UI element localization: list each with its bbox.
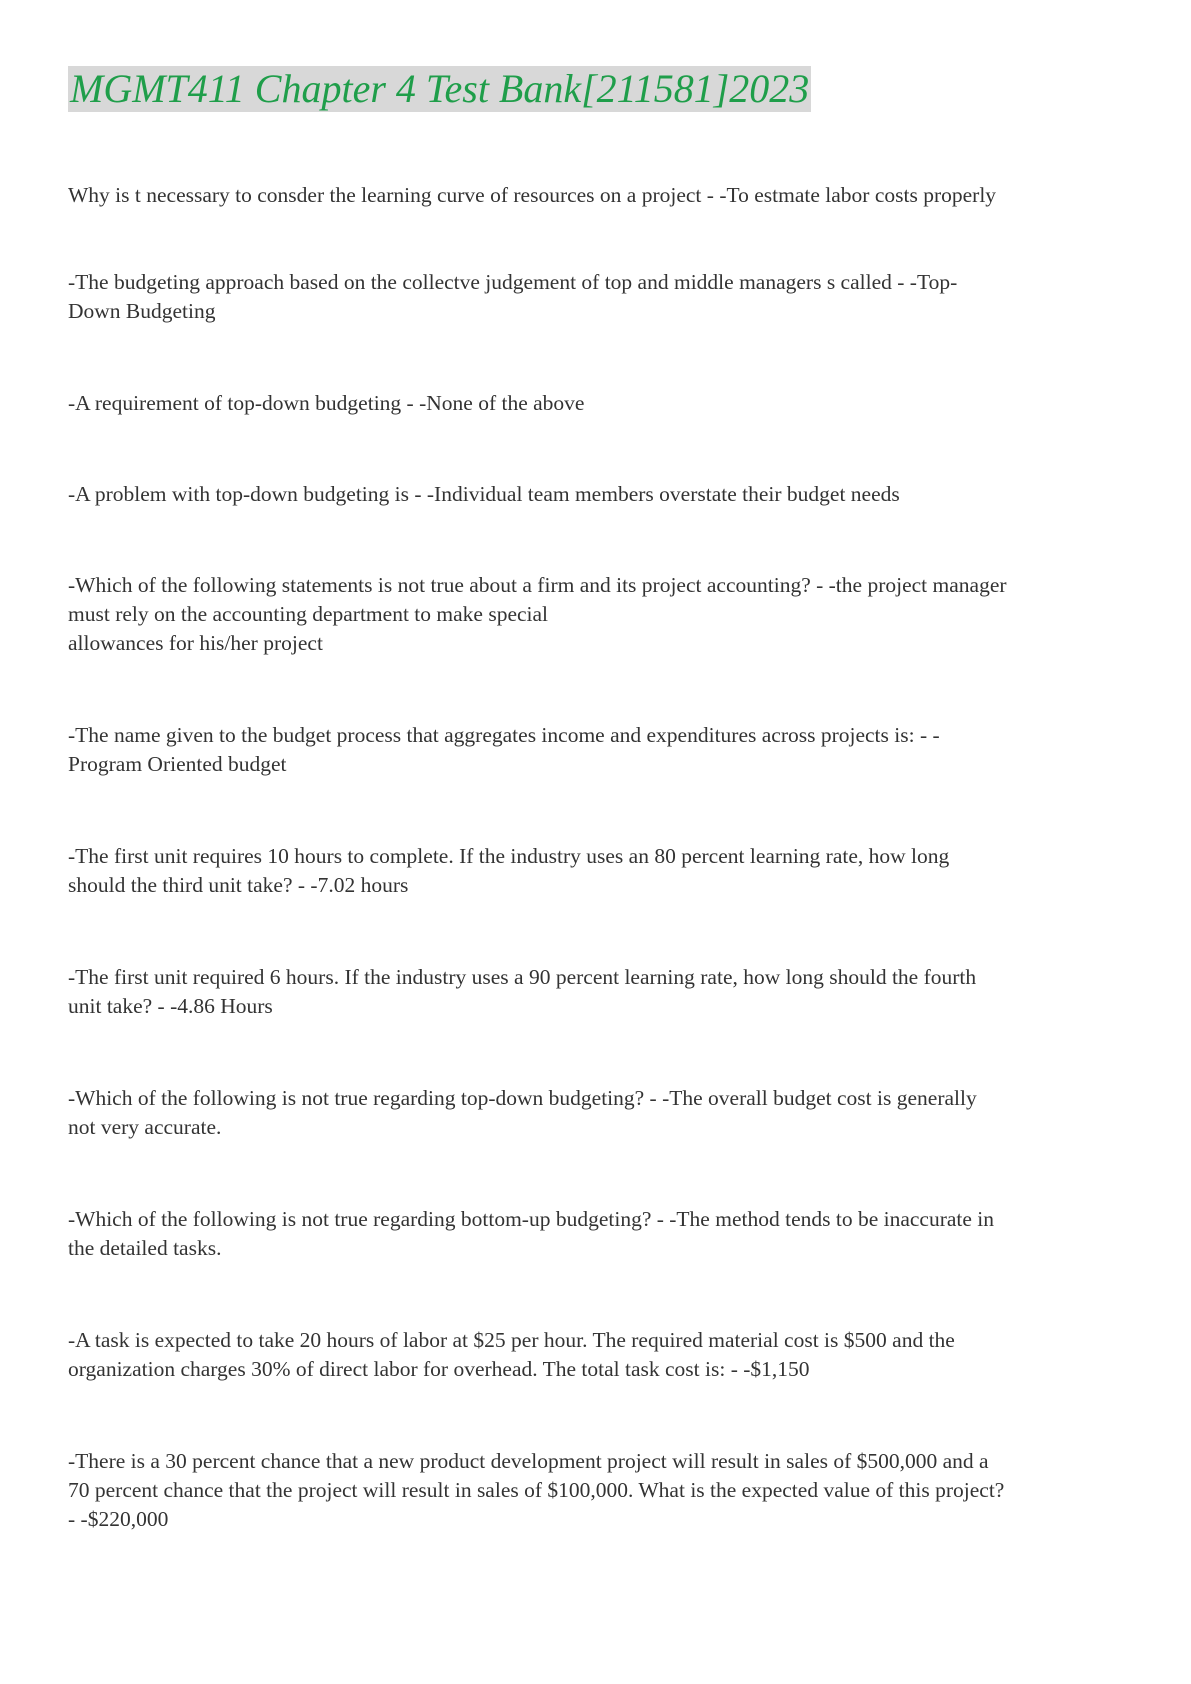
qa-line: organization charges 30% of direct labor for overhead. The total task cost is: - -$1,150	[68, 1357, 810, 1381]
qa-line: -The first unit required 6 hours. If the industry uses a 90 percent learning rate, how long should the fourth	[68, 965, 977, 989]
qa-line: -Which of the following is not true regarding bottom-up budgeting? - -The method tends to be inaccurate in	[68, 1207, 995, 1231]
qa-line: -The budgeting approach based on the collectve judgement of top and middle managers s called - -Top-	[68, 270, 958, 294]
qa-line: not very accurate.	[68, 1115, 222, 1139]
qa-item-10	[68, 1205, 1133, 1263]
qa-line: -The first unit requires 10 hours to complete. If the industry uses an 80 percent learning rate, how long	[68, 844, 950, 868]
document-title: MGMT411 Chapter 4 Test Bank[211581]2023	[70, 66, 810, 111]
qa-line: unit take? - -4.86 Hours	[68, 994, 273, 1018]
qa-line: - -$220,000	[68, 1507, 169, 1531]
qa-line: Why is t necessary to consder the learning curve of resources on a project - -To estmate labor costs properly	[68, 183, 997, 207]
qa-line: Down Budgeting	[68, 299, 216, 323]
qa-line: -There is a 30 percent chance that a new product development project will result in sales of $500,000 and a	[68, 1449, 989, 1473]
qa-line: -A task is expected to take 20 hours of labor at $25 per hour. The required material cost is $500 and the	[68, 1328, 955, 1352]
qa-line: -A problem with top-down budgeting is - -Individual team members overstate their budget needs	[68, 482, 900, 506]
qa-item-12	[68, 1447, 1133, 1534]
qa-item-11	[68, 1326, 1133, 1384]
qa-line: -Which of the following is not true regarding top-down budgeting? - -The overall budget cost is generally	[68, 1086, 977, 1110]
qa-line: -A requirement of top-down budgeting - -None of the above	[68, 391, 585, 415]
qa-line: must rely on the accounting department to make special	[68, 602, 549, 626]
qa-item-5	[68, 571, 1133, 658]
qa-item-8	[68, 963, 1133, 1021]
qa-item-6	[68, 721, 1133, 779]
qa-line: allowances for his/her project	[68, 631, 323, 655]
qa-line: the detailed tasks.	[68, 1236, 222, 1260]
qa-line: Program Oriented budget	[68, 752, 287, 776]
qa-line: 70 percent chance that the project will result in sales of $100,000. What is the expected value of this project?	[68, 1478, 1005, 1502]
qa-line: should the third unit take? - -7.02 hours	[68, 873, 409, 897]
qa-item-4	[68, 480, 1133, 509]
qa-item-2	[68, 268, 1133, 326]
qa-item-3	[68, 389, 1133, 418]
qa-item-1	[68, 181, 1133, 210]
qa-line: -The name given to the budget process that aggregates income and expenditures across projects is: - -	[68, 723, 940, 747]
qa-item-9	[68, 1084, 1133, 1142]
qa-line: -Which of the following statements is not true about a firm and its project accounting? - -the project manager	[68, 573, 1007, 597]
qa-item-7	[68, 842, 1133, 900]
